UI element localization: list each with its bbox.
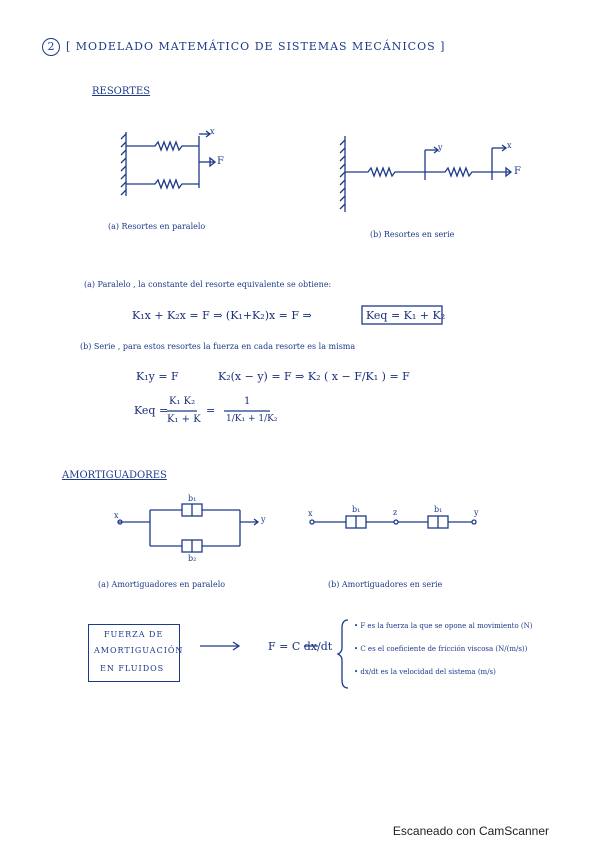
label-x-series: x [507, 141, 512, 150]
keq-series-lhs: Keq = [134, 404, 169, 417]
label-F-series: F [514, 166, 521, 177]
label-y-series: y [438, 143, 443, 152]
label-x-parallel: x [210, 127, 215, 136]
spring-k2-parallel [126, 180, 199, 188]
label-b1-parallel: b₁ [188, 494, 197, 503]
spring-k1-series [345, 168, 425, 176]
springs-heading: RESORTES [92, 86, 151, 97]
keq-series-equals: = [206, 404, 216, 417]
spring-k1-parallel [126, 142, 199, 150]
label-z-series: z [393, 508, 398, 517]
fig-a-springs-caption: (a) Resortes en paralelo [108, 222, 206, 231]
section-number: 2 [42, 38, 60, 56]
notes-brace [338, 620, 348, 688]
page-title: [ MODELADO MATEMÁTICO DE SISTEMAS MECÁNICOS ] [66, 40, 446, 53]
note-coefficient: • C es el coeficiente de fricción viscosa (N/(m/s)) [354, 645, 528, 653]
keq-parallel-result: Keq = K₁ + K₂ [366, 309, 446, 322]
note-force: • F es la fuerza la que se opone al movimiento (N) [354, 622, 533, 630]
keq-series-numerator: K₁ K₂ [169, 396, 196, 407]
series-equation-2: K₂(x − y) = F ⇒ K₂ ( x − F/K₁ ) = F [218, 370, 410, 383]
label-y-damper-parallel: y [261, 515, 266, 524]
parallel-equation: K₁x + K₂x = F ⇒ (K₁+K₂)x = F ⇒ [132, 309, 312, 322]
keq-series-denominator-2: 1/K₁ + 1/K₂ [226, 414, 278, 424]
series-node-x [310, 520, 314, 524]
label-b1-series: b₁ [352, 505, 361, 514]
label-x-damper-series: x [308, 509, 313, 518]
spring-k2-series [425, 168, 492, 176]
wall-hatch-left [121, 134, 126, 195]
box-line-2: AMORTIGUACIÓN [94, 646, 184, 655]
label-F-parallel: F [217, 156, 224, 167]
fig-b-dampers-caption: (b) Amortiguadores en serie [328, 580, 443, 589]
note-velocity: • dx/dt es la velocidad del sistema (m/s) [354, 668, 496, 676]
keq-series-denominator: K₁ + K [167, 414, 201, 425]
dampers-heading: AMORTIGUADORES [62, 470, 167, 481]
camscanner-footer: Escaneado con CamScanner [392, 824, 549, 838]
series-description: (b) Serie , para estos resortes la fuerza en cada resorte es la misma [80, 342, 356, 351]
keq-series-numerator-2: 1 [244, 396, 251, 407]
box-line-1: FUERZA DE [104, 630, 164, 639]
box-line-3: EN FLUIDOS [100, 664, 165, 673]
series-node-z [394, 520, 398, 524]
label-x-damper-parallel: x [114, 511, 119, 520]
label-b2-series: b₁ [434, 505, 443, 514]
series-equation-1: K₁y = F [136, 370, 179, 383]
fig-a-dampers-caption: (a) Amortiguadores en paralelo [98, 580, 226, 589]
label-b2-parallel: b₂ [188, 554, 197, 563]
series-node-y [472, 520, 476, 524]
friction-formula: F = C dx/dt [268, 640, 333, 653]
parallel-description: (a) Paralelo , la constante del resorte equivalente se obtiene: [84, 280, 332, 289]
label-y-damper-series: y [474, 508, 479, 517]
fig-b-springs-caption: (b) Resortes en serie [370, 230, 455, 239]
wall-hatch-right [340, 140, 345, 209]
